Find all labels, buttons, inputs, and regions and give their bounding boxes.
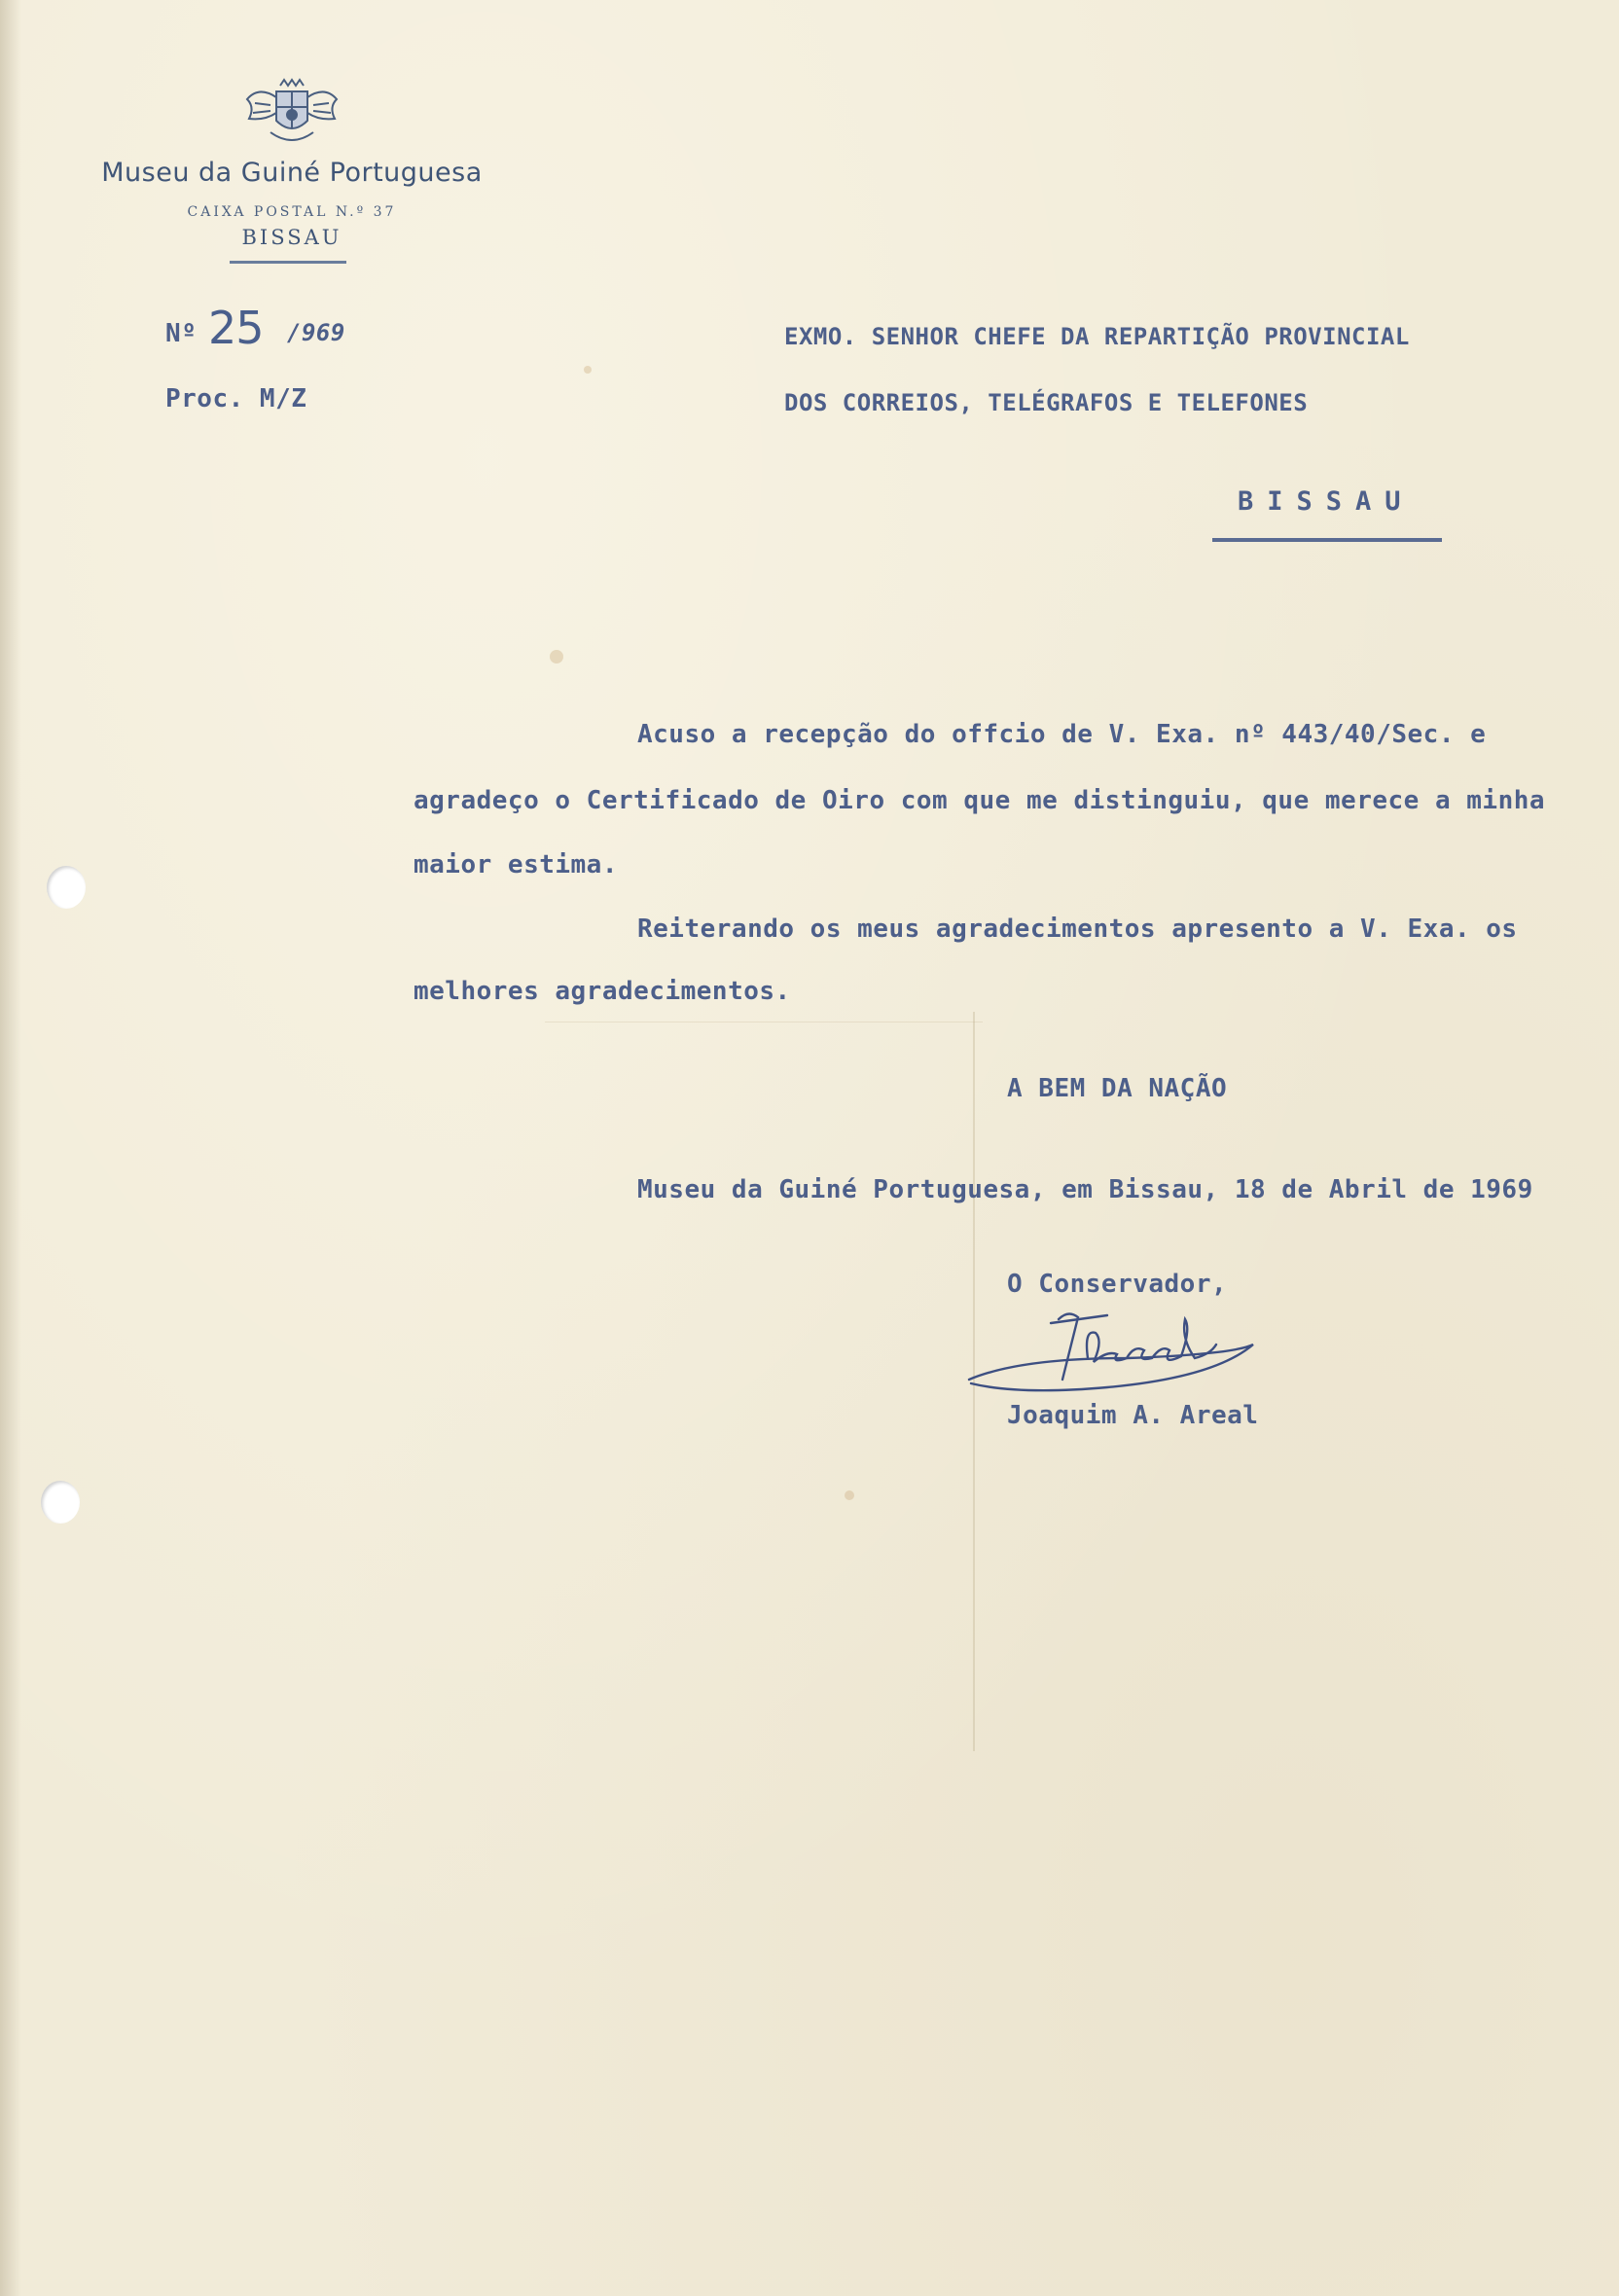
organization-name: Museu da Guiné Portuguesa — [101, 158, 483, 188]
handwritten-signature-icon — [961, 1290, 1263, 1397]
addressee-underline — [1212, 538, 1442, 542]
page-edge-shadow — [0, 0, 21, 2296]
signer-name: Joaquim A. Areal — [1007, 1401, 1259, 1430]
paper-stain — [584, 366, 592, 374]
punch-hole-top — [47, 866, 86, 909]
paper-stain — [845, 1490, 854, 1500]
coat-of-arms-icon — [241, 78, 342, 150]
addressee-city: BISSAU — [1238, 486, 1415, 517]
body-line: Acuso a recepção do offcio de V. Exa. nº 443/40/Sec. e — [637, 720, 1487, 749]
place-and-date: Museu da Guiné Portuguesa, em Bissau, 18 de Abril de 1969 — [637, 1175, 1533, 1204]
reference-number-label: Nº — [165, 319, 198, 348]
signer-title: O Conservador, — [1007, 1270, 1228, 1299]
closing-salutation: A BEM DA NAÇÃO — [1007, 1074, 1228, 1103]
addressee-line-1: EXMO. SENHOR CHEFE DA REPARTIÇÃO PROVINCIAL — [784, 323, 1410, 350]
process-reference: Proc. M/Z — [165, 384, 307, 413]
postal-box: CAIXA POSTAL N.º 37 — [187, 204, 397, 220]
reference-number-handwritten: 25 — [208, 302, 264, 354]
letterhead-divider — [230, 261, 346, 264]
body-line: agradeço o Certificado de Oiro com que me distinguiu, que merece a minha — [414, 786, 1546, 815]
punch-hole-bottom — [41, 1481, 80, 1524]
body-line: maior estima. — [414, 850, 618, 879]
body-line: Reiterando os meus agradecimentos apresento a V. Exa. os — [637, 915, 1518, 944]
paper-stain — [550, 650, 563, 664]
addressee-line-2: DOS CORREIOS, TELÉGRAFOS E TELEFONES — [784, 389, 1309, 416]
body-line: melhores agradecimentos. — [414, 977, 791, 1006]
organization-city: BISSAU — [241, 226, 342, 249]
reference-number-year: /969 — [287, 319, 345, 346]
